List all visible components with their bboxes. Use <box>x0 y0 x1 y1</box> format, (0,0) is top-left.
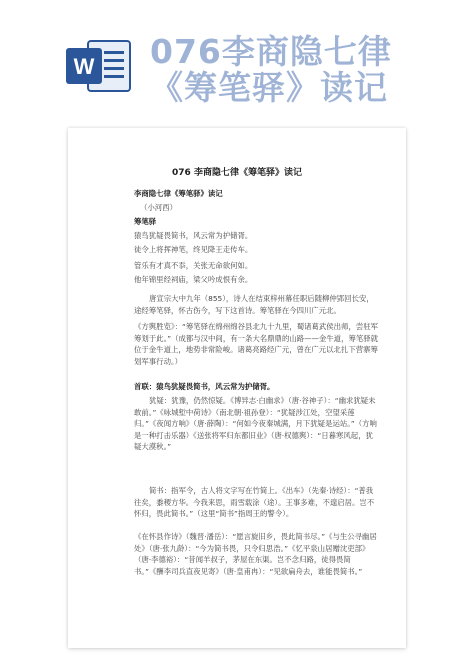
word-icon <box>64 38 134 94</box>
poem-line: 徒令上将挥神笔，终见降王走传车。 <box>134 245 253 254</box>
paragraph-youyi: 犹疑：犹豫，仍然惊疑。《博异志·白幽求》（唐·谷神子）：“幽求犹疑未敢前。”《咏城堑中荷诗》（南北朝·祖孙登）：“犹疑涉江处，空望采莲归。”《夜闻方响》（唐·薛陶）：“何如今夜秦城满，月下犹疑是运站。”（方响是一种打击乐器）《送张将军归东都旧业》（唐·权德舆）：“日暮寒风起，犹疑大漠秋。” <box>134 396 377 451</box>
poem-title: 筹笔驿 <box>134 217 157 226</box>
paragraph-background: 唐宣宗大中九年（855），诗人在结束梓州幕任职后随柳仲郢回长安，途经筹笔驿，怀古伤今，写下这首诗。筹笔驿在今四川广元北。 <box>134 294 374 315</box>
svg-text:W: W <box>73 54 95 79</box>
paragraph-first-couplet: 首联：猿鸟犹疑畏简书，风云常为护储胥。 <box>134 382 275 391</box>
paragraph-quotes: 《在怀县作诗》（魏晋·潘岳）：“愿言旋旧乡，畏此简书尽。”《与生公寻幽居处》（唐·张九龄）：“今为简书畏，只令归思浩。”《忆平泉山居赠沈吏部》（唐·李德裕）：“昔闻羊叔子，茅屋在东渠。岂不念归路，徒得畏简书。”《酬李司兵直夜见寄》（唐·皇甫冉）：“见欲扁舟去，谁能畏简书。” <box>134 532 377 576</box>
poem-line: 猿鸟犹疑畏简书，风云常为护储胥。 <box>134 231 253 240</box>
poem-line: 管乐有才真不忝，关张无命欲何如。 <box>134 261 253 270</box>
document-page <box>68 128 406 648</box>
document-subtitle: 李商隐七律《筹笔驿》读记 <box>134 189 223 198</box>
paragraph-fangyu: 《方舆胜览》：“筹笔驿在绵州绵谷县北九十九里，蜀诸葛武侯出师，尝驻军筹划于此。”（成都与汉中间，有一条大名鼎鼎的山路——金牛道，筹笔驿就位于金牛道上，地势非常险峻。诸葛亮路经广元，曾在广元以北扎下营寨筹划军事行动。） <box>134 322 379 366</box>
paragraph-jianshu: 简书：指军令，古人将文字写在竹简上。《出车》（先秦·诗经）：“普我往矣，黍稷方华。今我来思，雨雪载涂（途）。王事多难，不遑启居。岂不怀归，畏此简书。”（这里“简书”指周王的警令）。 <box>134 486 375 518</box>
poem-line: 他年锦里经祠庙，梁父吟成恨有余。 <box>134 275 253 284</box>
page-headline-line-2: 《筹笔驿》读记 <box>150 68 388 107</box>
page-header <box>0 0 474 110</box>
page-headline-line-1: 076李商隐七律 <box>150 32 392 71</box>
author-line: （小河西） <box>140 203 177 212</box>
document-title: 076 李商隐七律《筹笔驿》读记 <box>172 168 302 178</box>
